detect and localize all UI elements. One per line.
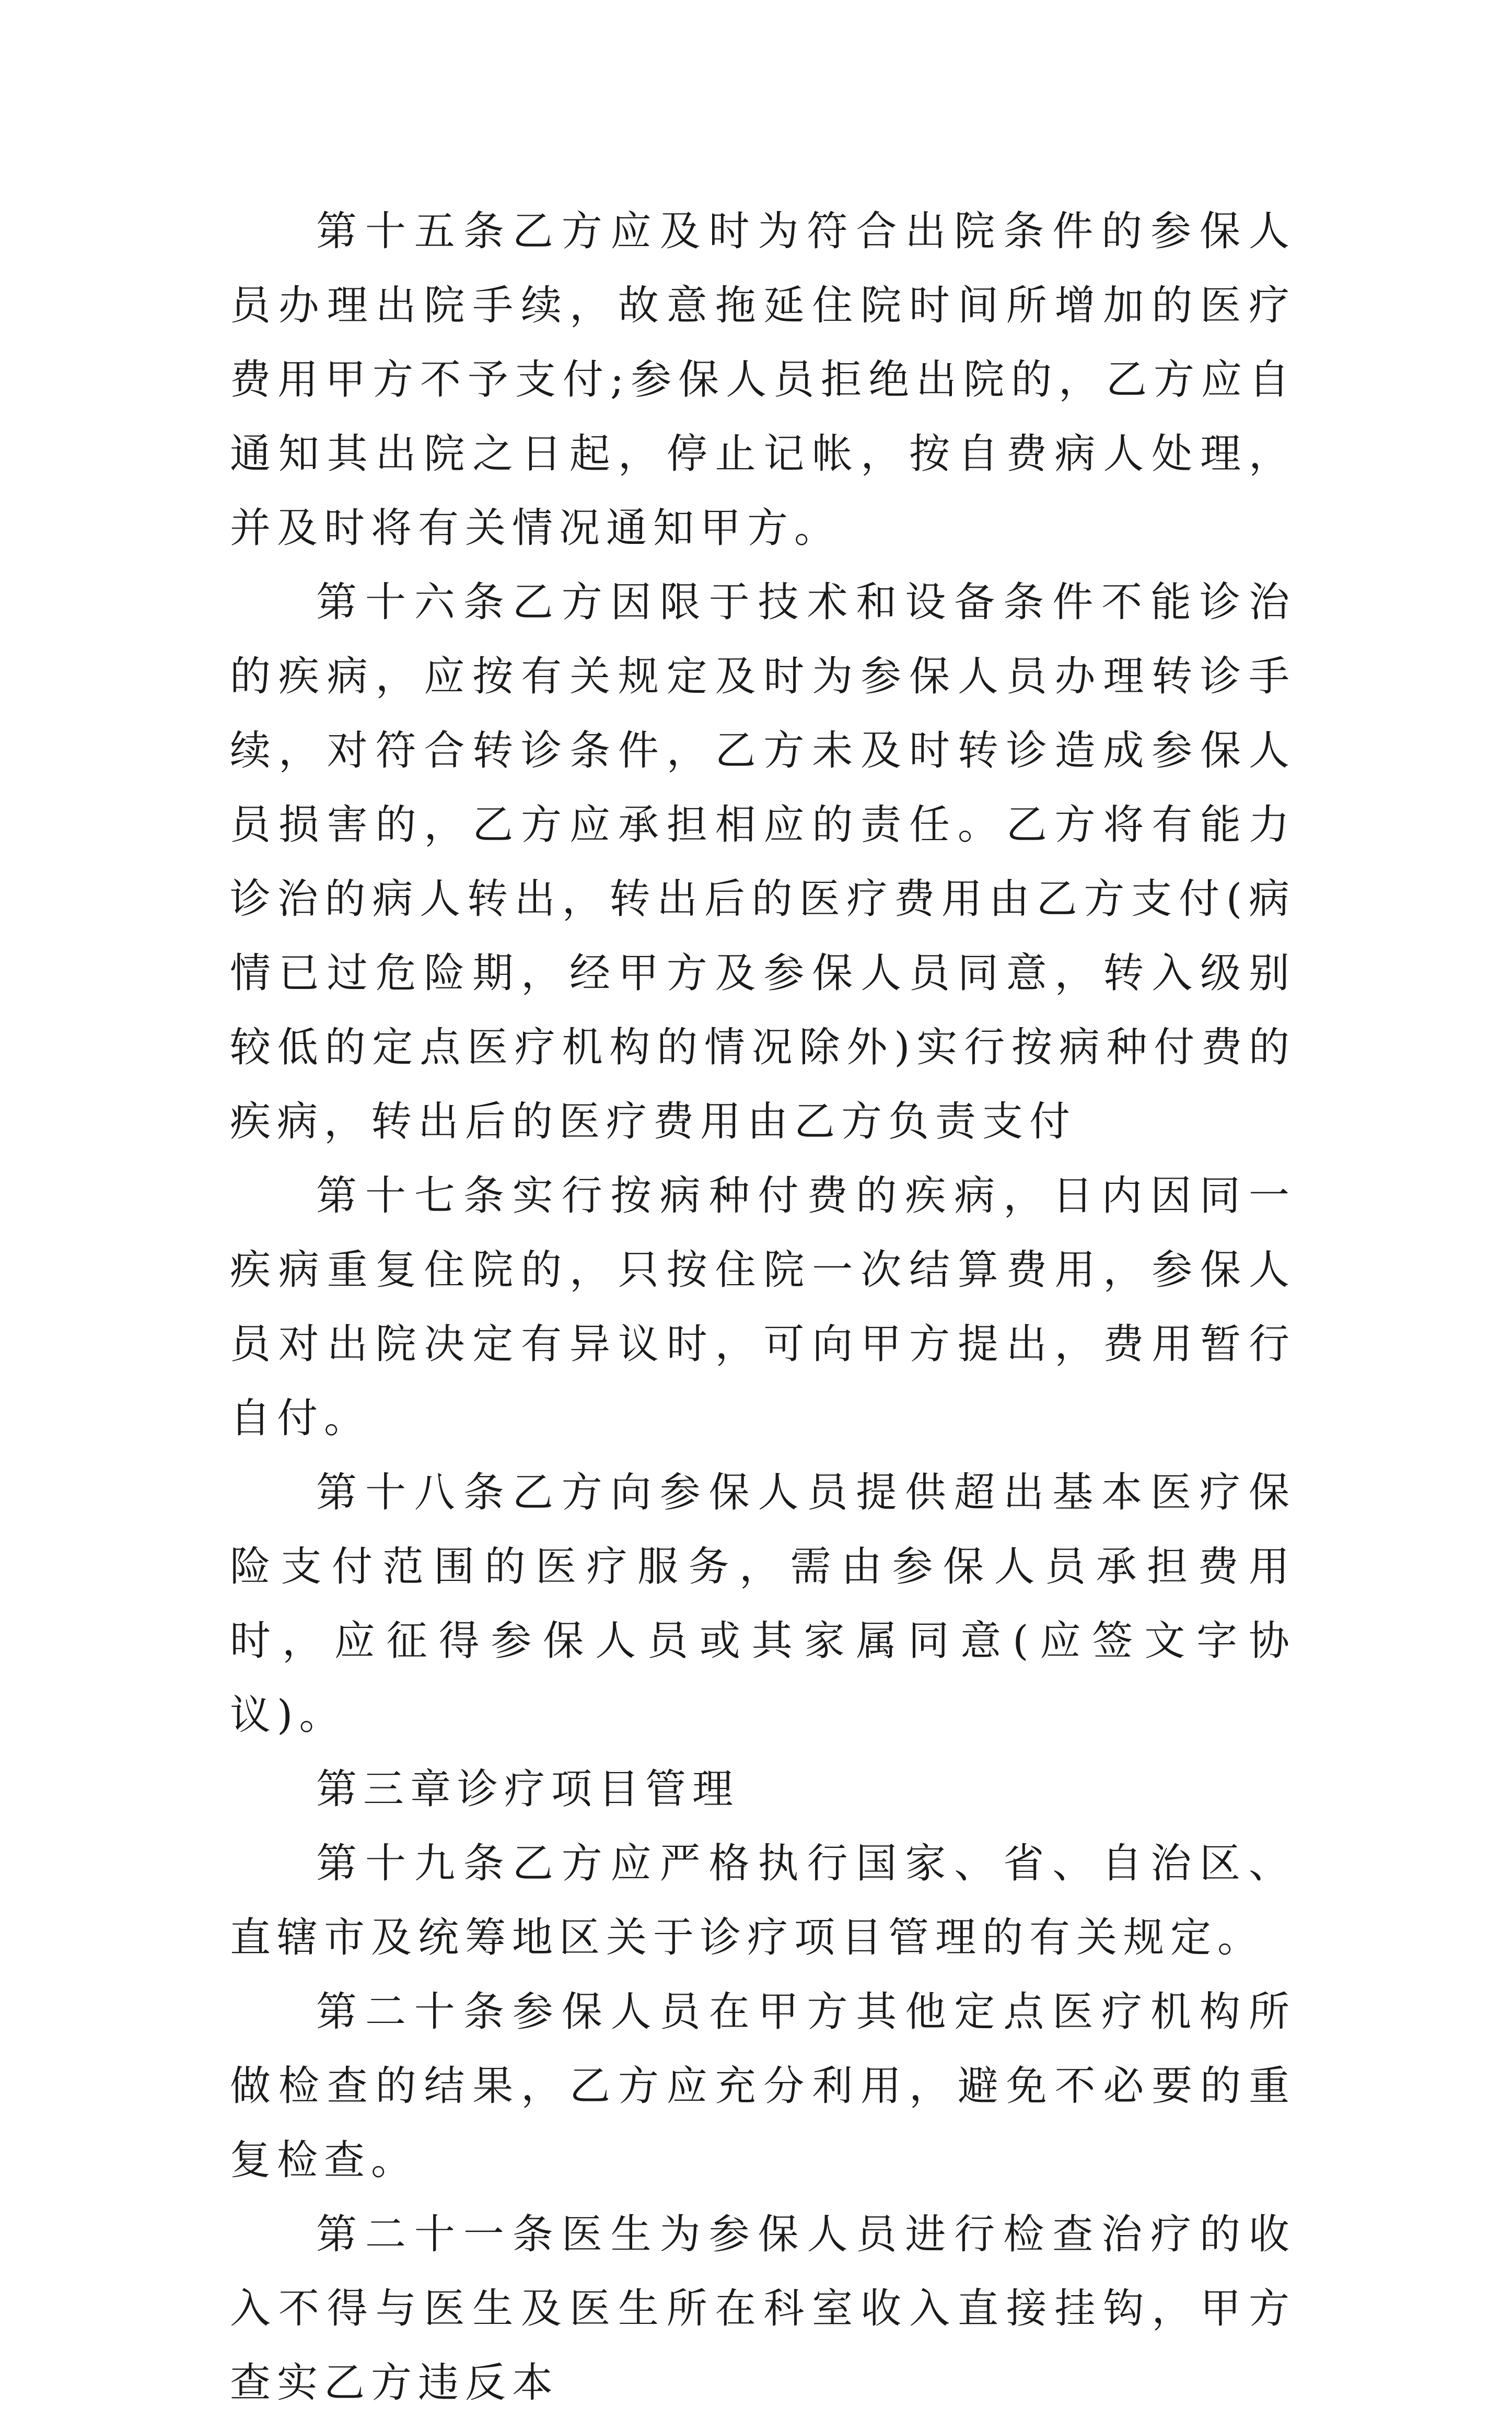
chapter-heading: 第三章诊疗项目管理 xyxy=(316,1766,740,1813)
document-body xyxy=(230,194,1296,2420)
paragraph-article-17: 第十七条实行按病种付费的疾病，日内因同一疾病重复住院的，只按住院一次结算费用，参保人员对出院决定有异议时，可向甲方提出，费用暂行自付。 xyxy=(230,1172,1296,1442)
paragraph-article-20: 第二十条参保人员在甲方其他定点医疗机构所做检查的结果，乙方应充分利用，避免不必要的重复检查。 xyxy=(230,1988,1296,2184)
paragraph-article-21: 第二十一条医生为参保人员进行检查治疗的收入不得与医生及医生所在科室收入直接挂钩，甲方查实乙方违反本 xyxy=(230,2211,1296,2406)
paragraph-article-15: 第十五条乙方应及时为符合出院条件的参保人员办理出院手续，故意拖延住院时间所增加的医疗费用甲方不予支付;参保人员拒绝出院的，乙方应自通知其出院之日起，停止记帐，按自费病人处理，并及时将有关情况通知甲方。 xyxy=(230,208,1296,552)
paragraph-article-18: 第十八条乙方向参保人员提供超出基本医疗保险支付范围的医疗服务，需由参保人员承担费用时，应征得参保人员或其家属同意(应签文字协议)。 xyxy=(230,1469,1296,1739)
paragraph-article-16: 第十六条乙方因限于技术和设备条件不能诊治的疾病，应按有关规定及时为参保人员办理转诊手续，对符合转诊条件，乙方未及时转诊造成参保人员损害的，乙方应承担相应的责任。乙方将有能力诊治的病人转出，转出后的医疗费用由乙方支付(病情已过危险期，经甲方及参保人员同意，转入级别较低的定点医疗机构的情况除外)实行按病种付费的疾病，转出后的医疗费用由乙方负责支付 xyxy=(230,579,1296,1145)
paragraph-article-19: 第十九条乙方应严格执行国家、省、自治区、直辖市及统筹地区关于诊疗项目管理的有关规定。 xyxy=(230,1840,1296,1961)
